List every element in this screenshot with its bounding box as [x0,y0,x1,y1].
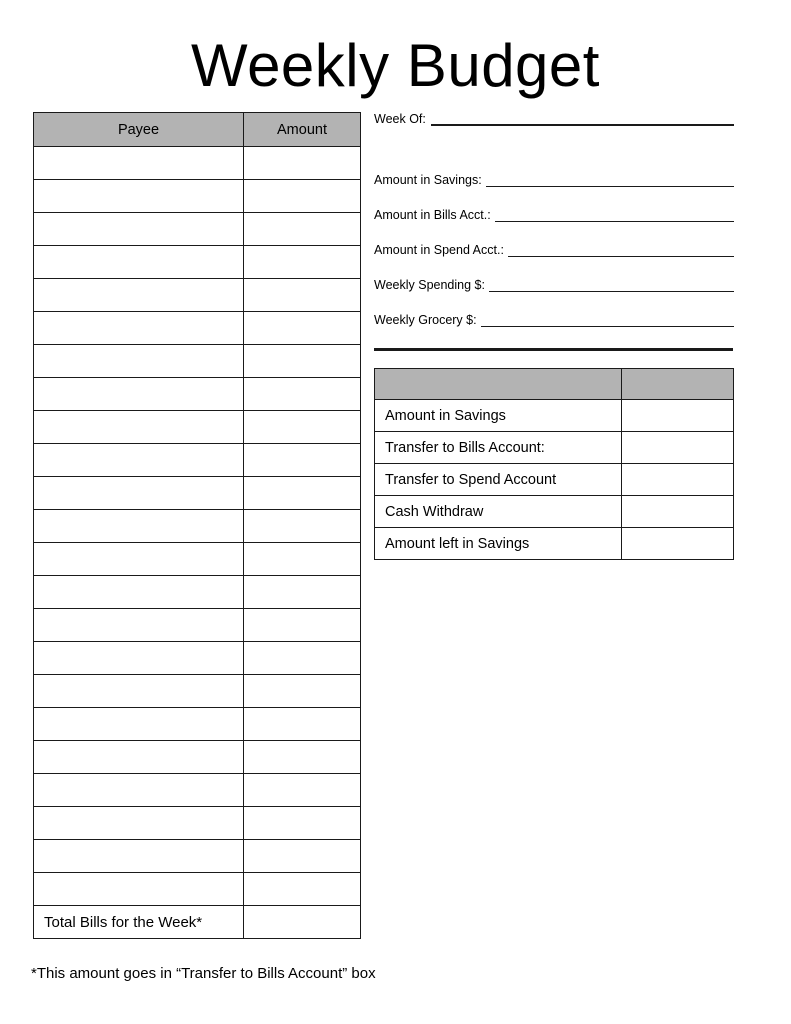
payee-cell[interactable] [34,477,244,510]
amount-cell[interactable] [244,213,361,246]
table-row [34,576,361,609]
summary-table [374,368,734,560]
amount-field-row [374,173,734,187]
amount-cell[interactable] [244,279,361,312]
summary-row [375,464,734,496]
right-pane [374,112,734,560]
amount-cell[interactable] [244,378,361,411]
summary-row [375,400,734,432]
payee-cell[interactable] [34,312,244,345]
amount-cell[interactable] [244,642,361,675]
summary-row [375,496,734,528]
summary-column-header-label [375,369,622,400]
footnote: *This amount goes in “Transfer to Bills Account” box [31,965,376,982]
table-header-row [34,113,361,147]
table-row [34,213,361,246]
payee-cell[interactable] [34,345,244,378]
amount-cell[interactable] [244,510,361,543]
amount-field-row [374,208,734,222]
section-divider [374,348,733,351]
payee-cell[interactable] [34,741,244,774]
amount-cell[interactable] [244,411,361,444]
amount-field-input[interactable] [489,279,734,292]
table-row [34,246,361,279]
summary-row-label: Transfer to Bills Account: [375,432,622,464]
payee-cell[interactable] [34,279,244,312]
table-row [34,510,361,543]
amount-field-input[interactable] [508,244,734,257]
amount-cell[interactable] [244,609,361,642]
column-header-amount: Amount [244,113,361,147]
amount-cell[interactable] [244,246,361,279]
amount-field-label: Weekly Grocery $: [374,313,477,327]
payee-cell[interactable] [34,708,244,741]
amount-cell[interactable] [244,708,361,741]
amount-cell[interactable] [244,774,361,807]
summary-row-value[interactable] [622,464,734,496]
table-row [34,774,361,807]
payee-cell[interactable] [34,642,244,675]
summary-row-label: Amount in Savings [375,400,622,432]
summary-row-value[interactable] [622,400,734,432]
amount-field-row [374,243,734,257]
summary-row [375,432,734,464]
page-title: Weekly Budget [191,32,600,99]
amount-field-label: Amount in Bills Acct.: [374,208,491,222]
amount-cell[interactable] [244,807,361,840]
table-row [34,147,361,180]
total-bills-amount-cell[interactable] [244,906,361,939]
amount-field-row [374,278,734,292]
table-row [34,444,361,477]
amount-fields-group [374,173,734,327]
amount-cell[interactable] [244,147,361,180]
column-header-payee: Payee [34,113,244,147]
table-row [34,180,361,213]
summary-row-label: Amount left in Savings [375,528,622,560]
table-row [34,411,361,444]
payee-cell[interactable] [34,774,244,807]
payee-cell[interactable] [34,246,244,279]
amount-cell[interactable] [244,840,361,873]
table-row [34,378,361,411]
payee-cell[interactable] [34,840,244,873]
amount-field-row [374,313,734,327]
amount-cell[interactable] [244,873,361,906]
table-row [34,477,361,510]
summary-row-value[interactable] [622,432,734,464]
amount-field-input[interactable] [481,314,734,327]
payee-cell[interactable] [34,675,244,708]
amount-field-label: Weekly Spending $: [374,278,485,292]
table-row [34,873,361,906]
table-row [34,708,361,741]
amount-field-label: Amount in Savings: [374,173,482,187]
amount-cell[interactable] [244,345,361,378]
table-row [34,840,361,873]
amount-cell[interactable] [244,741,361,774]
payee-cell[interactable] [34,444,244,477]
summary-table-body [375,400,734,560]
summary-row-label: Cash Withdraw [375,496,622,528]
table-row-total [34,906,361,939]
week-of-field [374,112,734,126]
table-row [34,741,361,774]
table-row [34,675,361,708]
payee-cell[interactable] [34,807,244,840]
payee-cell[interactable] [34,411,244,444]
summary-column-header-value [622,369,734,400]
payee-cell[interactable] [34,213,244,246]
payee-cell[interactable] [34,147,244,180]
payee-cell[interactable] [34,378,244,411]
summary-row-value[interactable] [622,496,734,528]
amount-cell[interactable] [244,543,361,576]
amount-cell[interactable] [244,444,361,477]
week-of-input[interactable] [431,112,734,126]
payee-cell[interactable] [34,180,244,213]
payee-table-body [34,147,361,906]
amount-cell[interactable] [244,477,361,510]
payee-cell[interactable] [34,510,244,543]
amount-field-label: Amount in Spend Acct.: [374,243,504,257]
amount-field-input[interactable] [495,209,734,222]
table-row [34,807,361,840]
table-row [34,543,361,576]
table-row [34,279,361,312]
summary-row-value[interactable] [622,528,734,560]
table-row [34,642,361,675]
payee-cell[interactable] [34,609,244,642]
payee-cell[interactable] [34,576,244,609]
total-bills-label: Total Bills for the Week* [34,906,244,939]
amount-cell[interactable] [244,576,361,609]
table-row [34,609,361,642]
summary-header-row [375,369,734,400]
summary-row-label: Transfer to Spend Account [375,464,622,496]
amount-field-input[interactable] [486,174,734,187]
summary-row [375,528,734,560]
amount-cell[interactable] [244,312,361,345]
payee-amount-table [33,112,361,939]
amount-cell[interactable] [244,675,361,708]
table-row [34,312,361,345]
amount-cell[interactable] [244,180,361,213]
week-of-label: Week Of: [374,112,426,126]
payee-cell[interactable] [34,543,244,576]
payee-cell[interactable] [34,873,244,906]
table-row [34,345,361,378]
